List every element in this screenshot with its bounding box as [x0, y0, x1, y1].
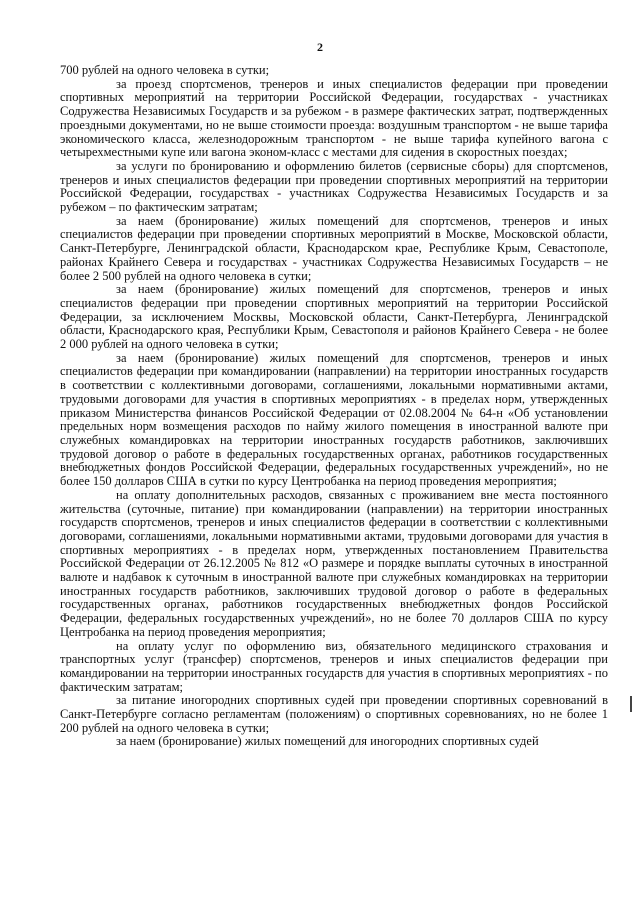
paragraph-1: 700 рублей на одного человека в сутки; [60, 63, 270, 77]
paragraph-7: на оплату дополнительных расходов, связанных с проживанием вне места постоянного жительства (суточные, питание) при командировании (направлении) на территории иностранных государств спортсменов, тренеров и иных специалистов федерации в соответствии с коллективными договорами, соглашениями, локальными нормативными актами, трудовыми договорами для участия в спортивных мероприятиях - в пределах норм, утвержденных постановлением Правительства Российской Федерации от 26.12.2005 № 812 «О размере и порядке выплаты суточных в иностранной валюте и надбавок к суточным в иностранной валюте при служебных командировках на территории иностранных государств работников, заключивших трудовой договор о работе в федеральных государственных органах, работников государственных внебюджетных фондов Российской Федерации, федеральных государственных учреждений», но не более 70 долларов США по курсу Центробанка на период проведения мероприятия; [60, 487, 608, 639]
document-body [60, 64, 608, 749]
paragraph-10: за наем (бронирование) жилых помещений для иногородних спортивных судей [116, 734, 539, 749]
paragraph-3: за услуги по бронированию и оформлению билетов (сервисные сборы) для спортсменов, тренеров и иных специалистов федерации при проведении спортивных мероприятий на территории Российской Федерации, государствах - участниках Содружества Независимых Государств и за рубежом – по фактическим затратам; [60, 158, 608, 215]
paragraph-4: за наем (бронирование) жилых помещений для спортсменов, тренеров и иных специалистов федерации при проведении спортивных мероприятий в Москве, Московской области, Санкт-Петербурге, Ленинградской области, Краснодарском крае, Республике Крым, Севастополе, районах Крайнего Севера и государствах - участниках Содружества Независимых Государств – не более 2 500 рублей на одного человека в сутки; [60, 213, 608, 283]
paragraph-5: за наем (бронирование) жилых помещений для спортсменов, тренеров и иных специалистов федерации при проведении спортивных мероприятий на территории Российской Федерации, за исключением Москвы, Московской области, Санкт-Петербурга, Ленинградской области, Краснодарского края, Республики Крым, Севастополя и районов Крайнего Севера - не более 2 000 рублей на одного человека в сутки; [60, 282, 608, 352]
paragraph-8: на оплату услуг по оформлению виз, обязательного медицинского страхования и транспортных услуг (трансфер) спортсменов, тренеров и иных специалистов федерации при командировании на территории иностранных государств для участия в спортивных мероприятиях - по фактическим затратам; [60, 638, 608, 694]
paragraph-6: за наем (бронирование) жилых помещений для спортсменов, тренеров и иных специалистов федерации при командировании (направлении) на территории иностранных государств в соответствии с коллективными договорами, соглашениями, локальными нормативными актами, трудовыми договорами для участия в спортивных мероприятиях - в пределах норм, утвержденных приказом Министерства финансов Российской Федерации от 02.08.2004 № 64-н «Об установлении предельных норм возмещения расходов по найму жилого помещения в иностранной валюте при служебных командировках на территории иностранных государств работников, заключивших трудовой договор о работе в федеральных государственных органах, работников государственных внебюджетных фондов Российской Федерации, федеральных государственных учреждений», но не более 150 долларов США в сутки по курсу Центробанка на период проведения мероприятия; [60, 350, 608, 489]
paragraph-2: за проезд спортсменов, тренеров и иных специалистов федерации при проведении спортивных мероприятий на территории Российской Федерации, государствах - участниках Содружества Независимых Государств и за рубежом - в размере фактических затрат, подтвержденных проездными документами, но не выше стоимости проезда: воздушным транспортом - не выше тарифа экономического класса, железнодорожным транспортом - не выше тарифа купейного вагона с четырехместными купе или вагона эконом-класс с местами для сидения в скоростных поездах; [60, 76, 608, 160]
page-number: 2 [317, 40, 323, 54]
paragraph-9: за питание иногородних спортивных судей при проведении спортивных соревнований в Санкт-Петербурге согласно регламентам (положениям) о спортивных соревнованиях, но не более 1 200 рублей на одного человека в сутки; [60, 693, 608, 735]
scan-edge-mark [630, 696, 632, 712]
